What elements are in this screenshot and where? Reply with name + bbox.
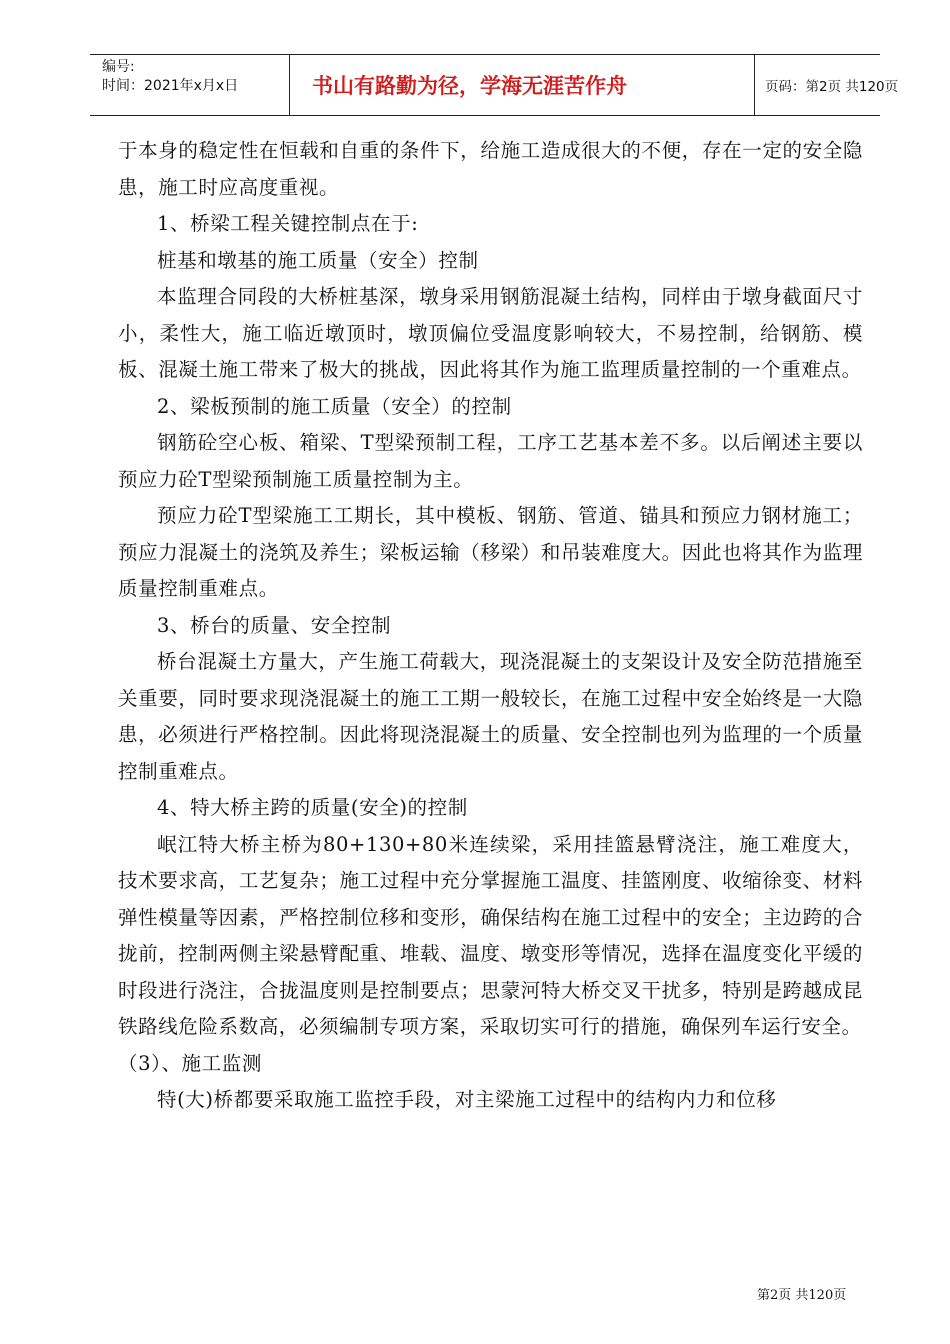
- header-motto: 书山有路勤为径，学海无涯苦作舟: [290, 55, 755, 115]
- section-heading: 1、桥梁工程关键控制点在于:: [157, 212, 419, 235]
- header-meta: [90, 55, 290, 115]
- number-label: 编号:: [102, 59, 135, 75]
- paragraph: 预应力砼T型梁施工工期长，其中模板、钢筋、管道、锚具和预应力钢材施工；预应力混凝土的浇筑及养生；梁板运输（移梁）和吊装难度大。因此也将其作为监理质量控制重难点。: [118, 504, 863, 600]
- header-page-label: 页码：第2页 共120页: [765, 79, 899, 95]
- paragraph: 于本身的稳定性在恒载和自重的条件下，给施工造成很大的不便，存在一定的安全隐患，施工时应高度重视。: [118, 139, 863, 199]
- section-heading: 2、梁板预制的施工质量（安全）的控制: [157, 394, 512, 418]
- section-heading: 3、桥台的质量、安全控制: [157, 613, 392, 637]
- section-heading: 4、特大桥主跨的质量(安全)的控制: [157, 796, 468, 819]
- paragraph: 特(大)桥都要采取施工监控手段，对主梁施工过程中的结构内力和位移: [157, 1088, 777, 1111]
- page-footer: 第2页 共120页: [757, 1288, 847, 1303]
- section-heading: （3）、施工监测: [118, 1051, 262, 1075]
- paragraph: 钢筋砼空心板、箱梁、T型梁预制工程，工序工艺基本差不多。以后阐述主要以预应力砼T型梁预制施工质量控制为主。: [118, 431, 863, 491]
- paragraph: 桩基和墩基的施工质量（安全）控制: [157, 248, 479, 272]
- paragraph: 桥台混凝土方量大，产生施工荷载大，现浇混凝土的支架设计及安全防范措施至关重要，同时要求现浇混凝土的施工工期一般较长，在施工过程中安全始终是一大隐患，必须进行严格控制。因此将现浇混凝土的质量、安全控制也列为监理的一个质量控制重难点。: [118, 650, 863, 783]
- paragraph: 本监理合同段的大桥桩基深，墩身采用钢筋混凝土结构，同样由于墩身截面尺寸小，柔性大，施工临近墩顶时，墩顶偏位受温度影响较大，不易控制，给钢筋、模板、混凝土施工带来了极大的挑战，因此将其作为施工监理质量控制的一个重难点。: [118, 285, 863, 381]
- time-label: 时间：2021年x月x日: [102, 78, 239, 94]
- paragraph: 岷江特大桥主桥为80+130+80米连续梁，采用挂篮悬臂浇注，施工难度大，技术要求高，工艺复杂；施工过程中充分掌握施工温度、挂篮刚度、收缩徐变、材料弹性模量等因素，严格控制位移和变形，确保结构在施工过程中的安全；主边跨的合拢前，控制两侧主梁悬臂配重、堆载、温度、墩变形等情况，选择在温度变化平缓的时段进行浇注，合拢温度则是控制要点；思蒙河特大桥交叉干扰多，特别是跨越成昆铁路线危险系数高，必须编制专项方案，采取切实可行的措施，确保列车运行安全。: [118, 832, 863, 1038]
- document-body: [118, 133, 863, 1119]
- page-header: [90, 54, 899, 116]
